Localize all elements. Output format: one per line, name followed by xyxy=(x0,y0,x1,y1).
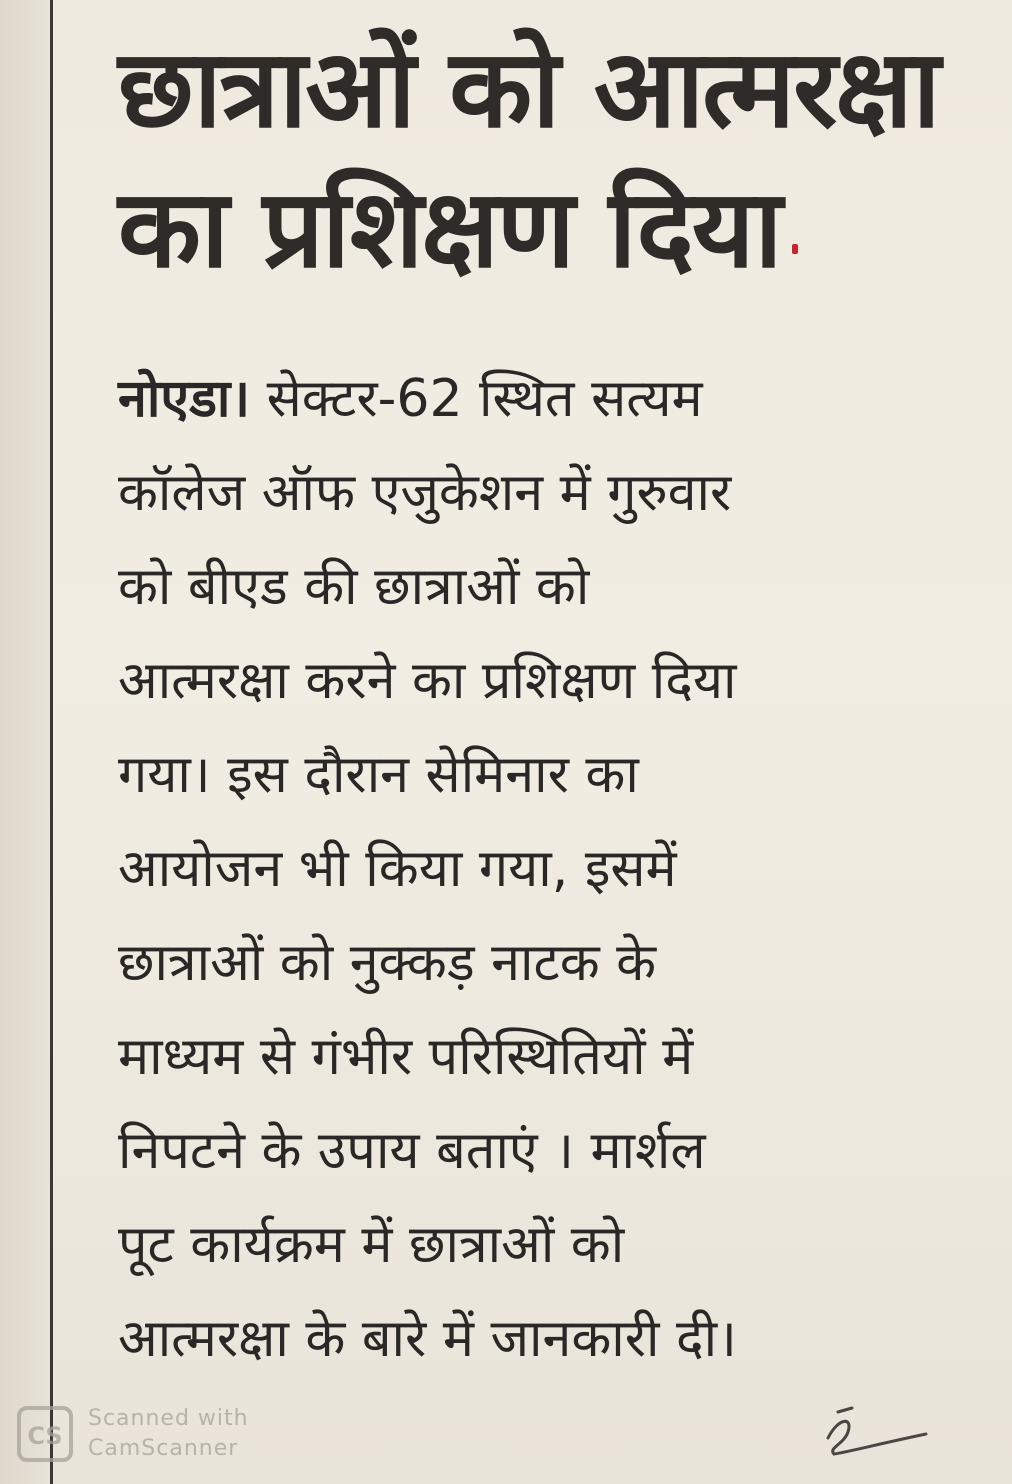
article-line-1 xyxy=(118,352,978,446)
article-line-11: आत्मरक्षा के बारे में जानकारी दी। xyxy=(118,1309,737,1369)
svg-text:CS: CS xyxy=(27,1422,63,1450)
dateline: नोएडा। xyxy=(118,369,251,429)
watermark-line-1: Scanned with xyxy=(88,1406,249,1431)
article-line-3: को बीएड की छात्राओं को xyxy=(118,557,590,617)
handwritten-scribble xyxy=(808,1398,938,1458)
article-line-1-text: सेक्टर-62 स्थित सत्यम xyxy=(250,369,703,429)
camscanner-logo-icon xyxy=(16,1405,74,1463)
camscanner-watermark xyxy=(16,1404,249,1464)
article-body xyxy=(118,352,978,1386)
article-line-10: पूट कार्यक्रम में छात्राओं को xyxy=(118,1215,625,1275)
watermark-line-2: CamScanner xyxy=(88,1436,239,1461)
article-line-4: आत्मरक्षा करने का प्रशिक्षण दिया xyxy=(118,651,737,711)
article-headline xyxy=(118,20,978,300)
article-line-7: छात्राओं को नुक्कड़ नाटक के xyxy=(118,933,657,993)
article-line-6: आयोजन भी किया गया, इसमें xyxy=(118,839,677,899)
article-line-9: निपटने के उपाय बताएं । मार्शल xyxy=(118,1121,706,1181)
adjacent-column-edge xyxy=(0,0,50,1484)
headline-line-1: छात्राओं को आत्मरक्षा xyxy=(118,27,939,152)
article-line-2: कॉलेज ऑफ एजुकेशन में गुरुवार xyxy=(118,463,732,523)
headline-line-2: का प्रशिक्षण दिया xyxy=(118,167,781,292)
red-ink-mark xyxy=(792,244,798,254)
column-divider-rule xyxy=(50,0,53,1484)
article-line-5: गया। इस दौरान सेमिनार का xyxy=(118,745,639,805)
article-line-8: माध्यम से गंभीर परिस्थितियों में xyxy=(118,1027,694,1087)
watermark-text xyxy=(88,1404,249,1464)
